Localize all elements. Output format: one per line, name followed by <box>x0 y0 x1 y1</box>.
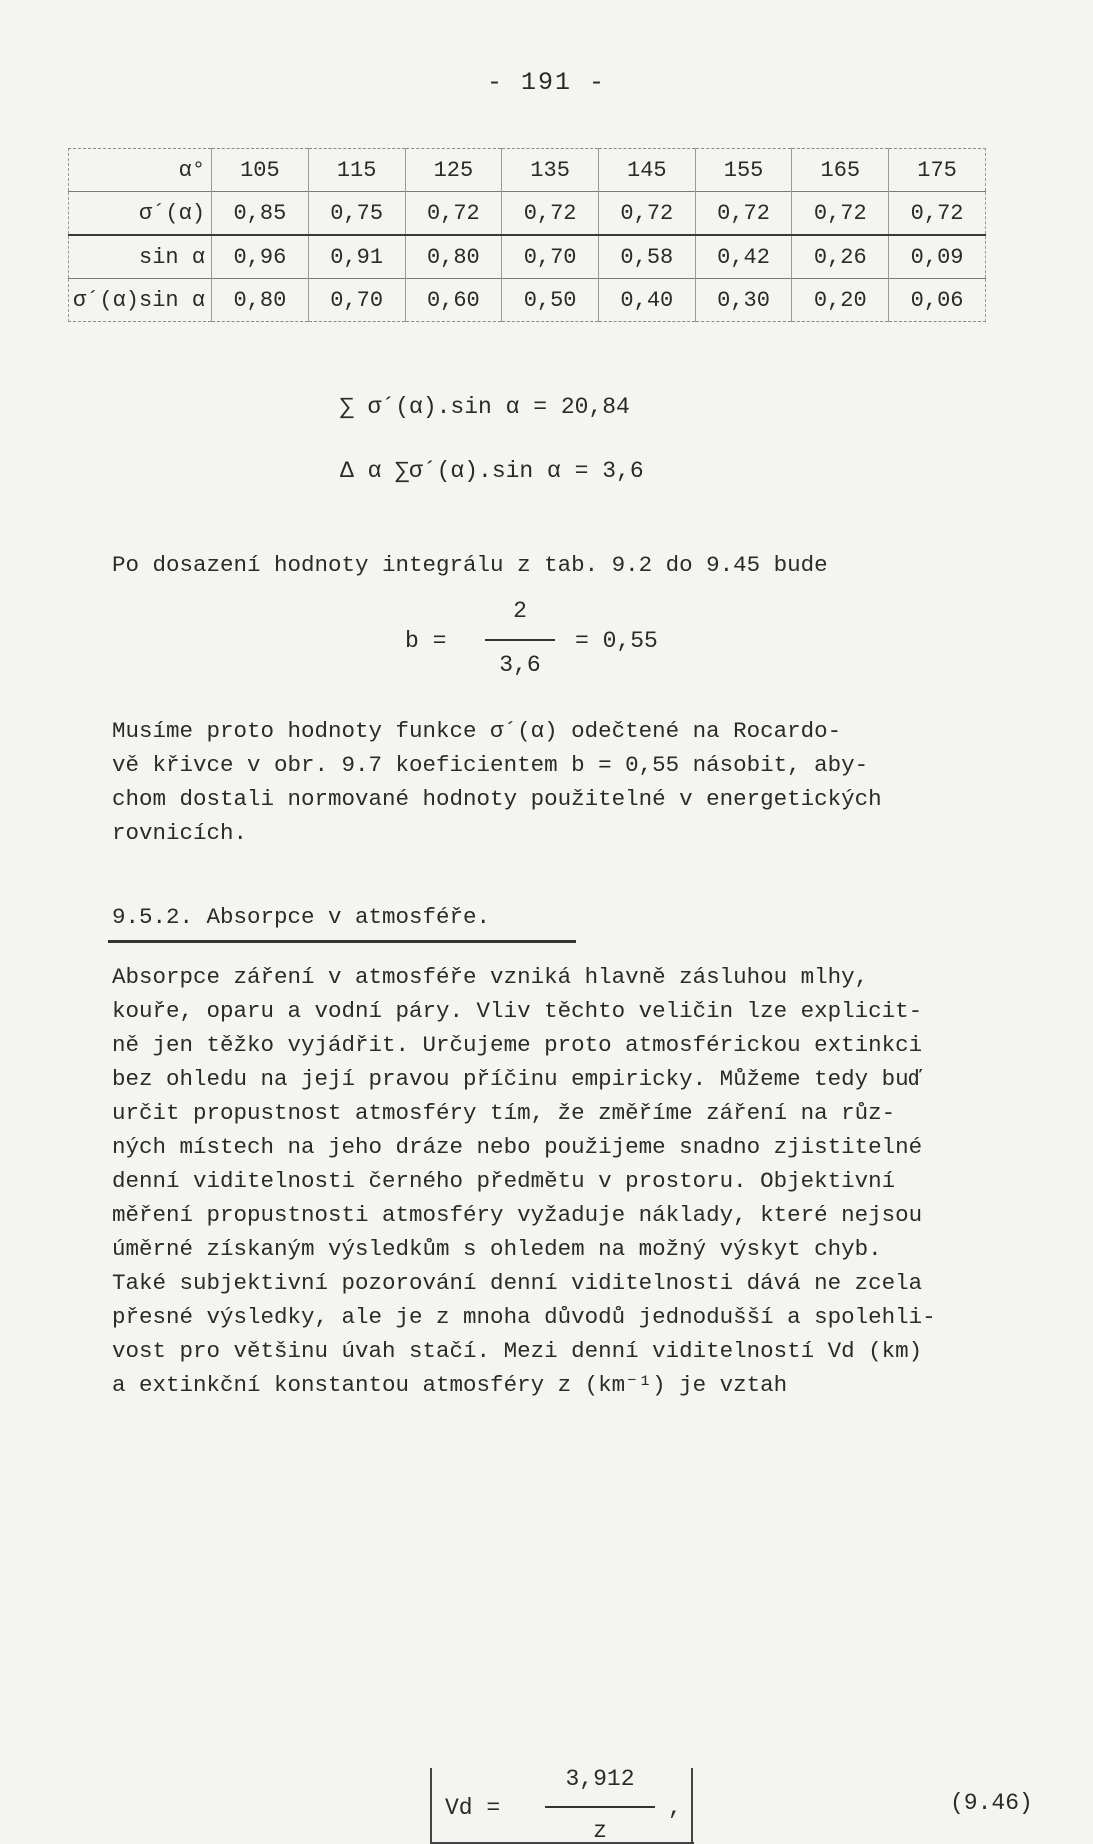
heading-underline <box>108 940 576 943</box>
formula-lhs: Vd = <box>445 1795 501 1821</box>
table-cell: 0,50 <box>502 279 599 322</box>
table-cell: 0,20 <box>792 279 889 322</box>
fraction-b-lhs: b = <box>405 628 447 654</box>
page-number: - 191 - <box>486 68 607 97</box>
formula-trailing-comma: , <box>668 1795 682 1821</box>
paragraph-2-line: vě křivce v obr. 9.7 koeficientem b = 0,55 násobit, aby- <box>112 752 869 778</box>
formula-numerator: 3,912 <box>565 1766 635 1792</box>
table-cell: 0,09 <box>889 235 986 279</box>
table-cell: 0,70 <box>308 279 405 322</box>
paragraph-3-line: přesné výsledky, ale je z mnoha důvodů jednodušší a spolehli- <box>112 1304 936 1330</box>
table-cell: 0,26 <box>792 235 889 279</box>
paragraph-2-line: Musíme proto hodnoty funkce σ´(α) odečtené na Rocardo- <box>112 718 842 744</box>
paragraph-3-line: určit propustnost atmosféry tím, že změříme záření na růz- <box>112 1100 896 1126</box>
table-cell: 0,80 <box>405 235 502 279</box>
table-cell: 0,85 <box>212 192 309 236</box>
table-row <box>69 235 986 279</box>
equation-number: (9.46) <box>950 1790 1033 1816</box>
table-row-label: sin α <box>69 235 212 279</box>
table-cell: 0,40 <box>598 279 695 322</box>
fraction-b-rhs: = 0,55 <box>575 628 658 654</box>
table-cell: 135 <box>502 149 599 192</box>
table-cell: 125 <box>405 149 502 192</box>
fraction-b-denominator: 3,6 <box>499 652 541 678</box>
table-row <box>69 279 986 322</box>
paragraph-3-line: ně jen těžko vyjádřit. Určujeme proto atmosférickou extinkci <box>112 1032 923 1058</box>
paragraph-2-line: rovnicích. <box>112 820 248 846</box>
section-heading: 9.5.2. Absorpce v atmosféře. <box>112 904 491 930</box>
table-cell: 0,72 <box>889 192 986 236</box>
paragraph-3-line: Absorpce záření v atmosféře vzniká hlavně zásluhou mlhy, <box>112 964 869 990</box>
table-cell: 0,72 <box>598 192 695 236</box>
table-cell: 105 <box>212 149 309 192</box>
table-cell: 0,72 <box>502 192 599 236</box>
table-cell: 155 <box>695 149 792 192</box>
table-row-label: α° <box>69 149 212 192</box>
paragraph-3-line: denní viditelnosti černého předmětu v prostoru. Objektivní <box>112 1168 896 1194</box>
table-cell: 145 <box>598 149 695 192</box>
fraction-b-numerator: 2 <box>513 598 527 624</box>
formula-bracket-right <box>690 1768 693 1842</box>
formula-denominator: z <box>593 1818 607 1844</box>
table-cell: 0,80 <box>212 279 309 322</box>
table-cell: 165 <box>792 149 889 192</box>
table-row-label: σ´(α)sin α <box>69 279 212 322</box>
table-cell: 0,75 <box>308 192 405 236</box>
paragraph-1: Po dosazení hodnoty integrálu z tab. 9.2 do 9.45 bude <box>112 552 828 578</box>
table-cell: 0,96 <box>212 235 309 279</box>
paragraph-3-line: bez ohledu na její pravou příčinu empiricky. Můžeme tedy buď <box>112 1066 923 1092</box>
paragraph-3 <box>112 960 1042 1402</box>
table-cell: 0,42 <box>695 235 792 279</box>
sum-equation-1: ∑ σ´(α).sin α = 20,84 <box>340 394 630 420</box>
table-row <box>69 192 986 236</box>
table-cell: 175 <box>889 149 986 192</box>
table-cell: 0,58 <box>598 235 695 279</box>
data-table <box>68 148 986 322</box>
table-cell: 0,72 <box>405 192 502 236</box>
table-cell: 0,60 <box>405 279 502 322</box>
paragraph-2 <box>112 714 1042 850</box>
table-cell: 0,72 <box>695 192 792 236</box>
table-cell: 0,70 <box>502 235 599 279</box>
paragraph-2-line: chom dostali normované hodnoty použitelné v energetických <box>112 786 882 812</box>
table-cell: 0,30 <box>695 279 792 322</box>
table-cell: 0,72 <box>792 192 889 236</box>
paragraph-3-line: měření propustnosti atmosféry vyžaduje náklady, které nejsou <box>112 1202 923 1228</box>
sum-equation-2: Δ α ∑σ´(α).sin α = 3,6 <box>340 458 644 484</box>
paragraph-3-line: Také subjektivní pozorování denní viditelnosti dává ne zcela <box>112 1270 923 1296</box>
table-cell: 115 <box>308 149 405 192</box>
paragraph-3-line: ných místech na jeho dráze nebo použijeme snadno zjistitelné <box>112 1134 923 1160</box>
table-row-label: σ´(α) <box>69 192 212 236</box>
table-cell: 0,91 <box>308 235 405 279</box>
table-cell: 0,06 <box>889 279 986 322</box>
paragraph-3-line: a extinkční konstantou atmosféry z (km⁻¹) je vztah <box>112 1372 788 1398</box>
paragraph-3-line: úměrné získaným výsledkům s ohledem na možný výskyt chyb. <box>112 1236 882 1262</box>
table-row <box>69 149 986 192</box>
formula-fraction-line <box>545 1806 655 1808</box>
paragraph-3-line: kouře, oparu a vodní páry. Vliv těchto veličin lze explicit- <box>112 998 923 1024</box>
fraction-b-line <box>485 639 555 641</box>
paragraph-3-line: vost pro většinu úvah stačí. Mezi denní viditelností Vd (km) <box>112 1338 923 1364</box>
